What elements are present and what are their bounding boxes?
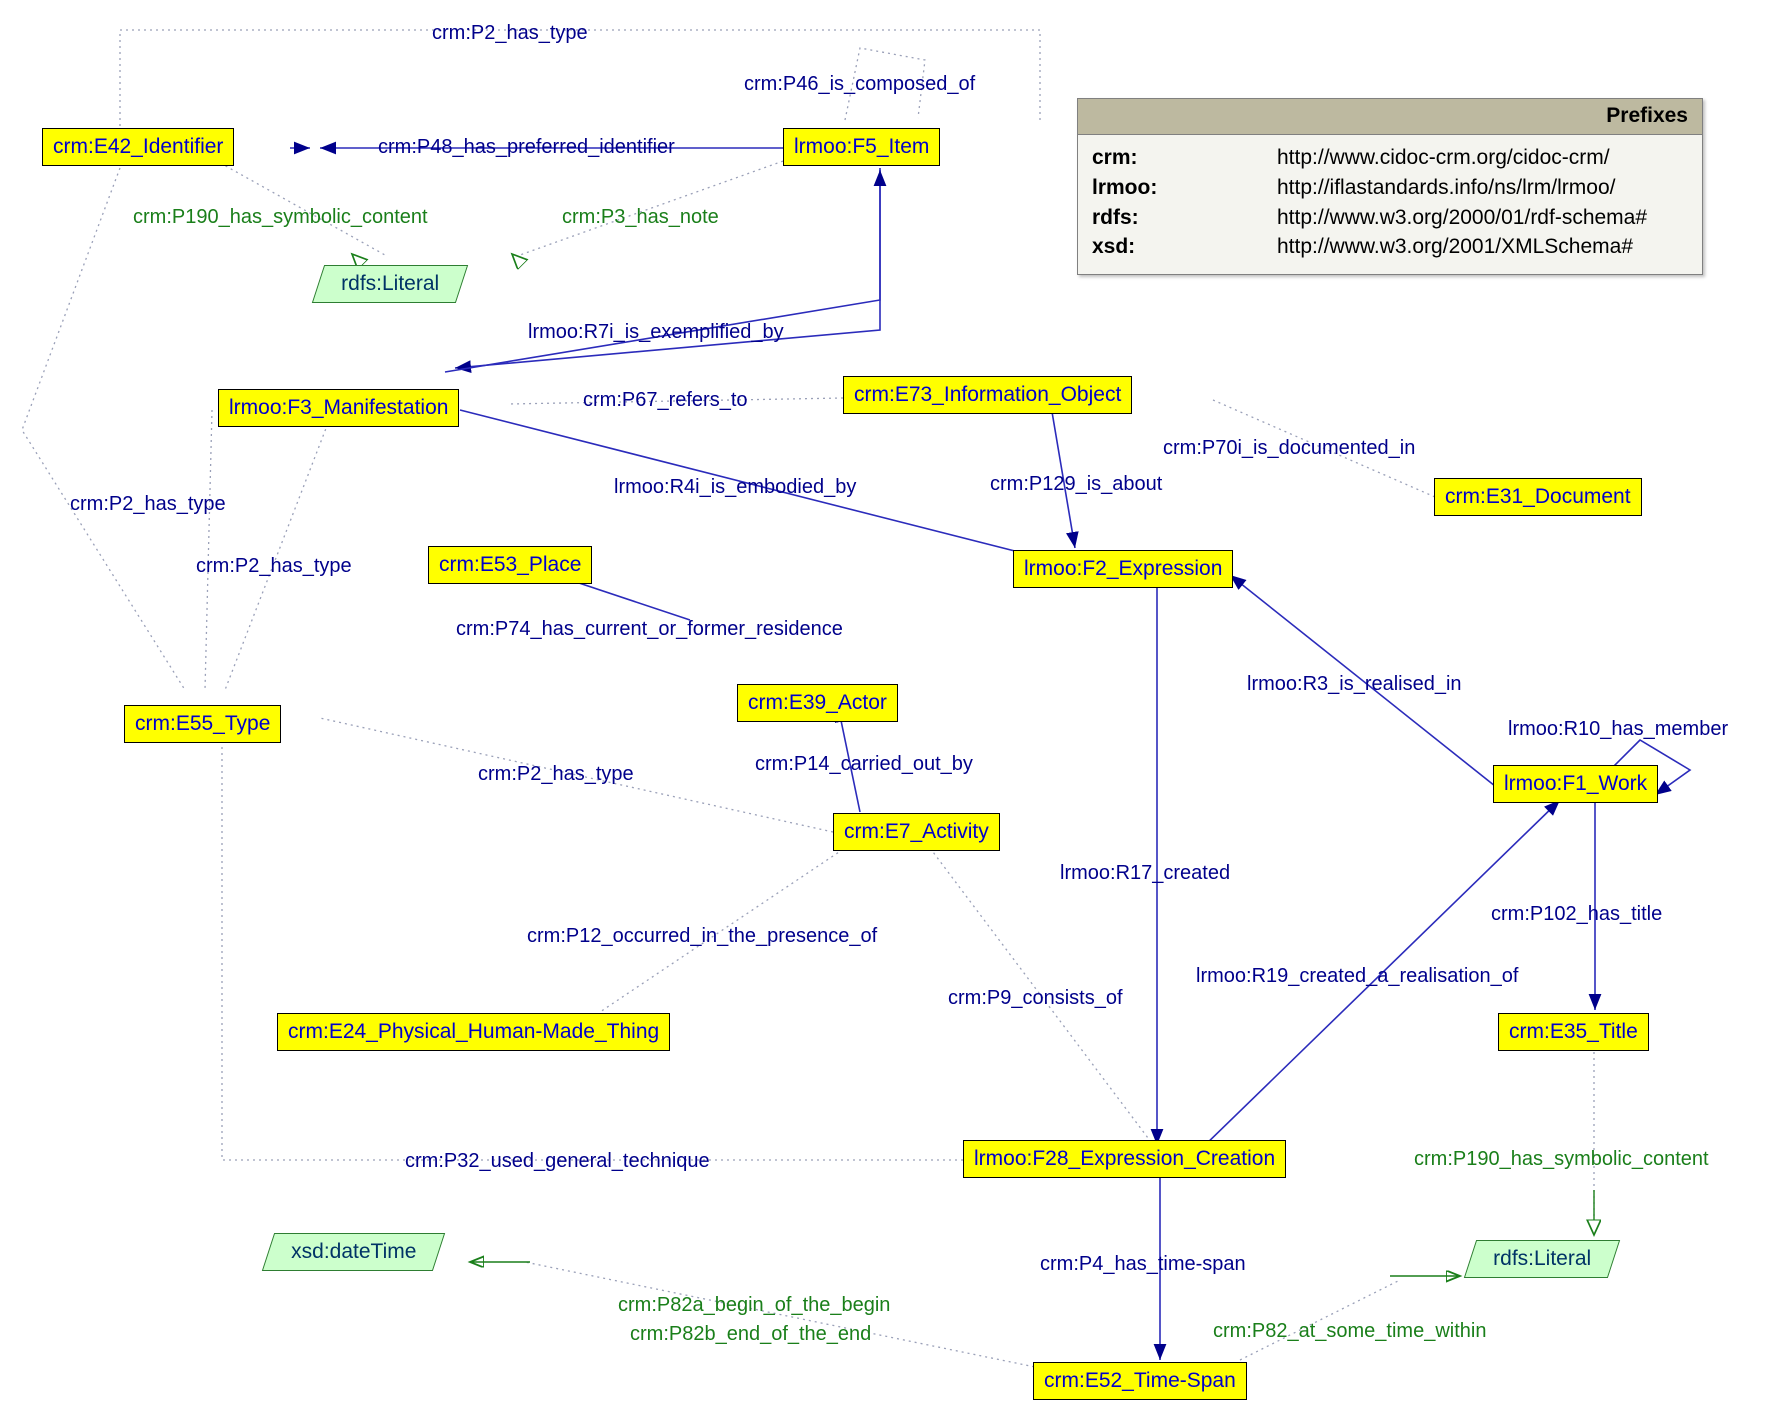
edge-label-p2-has-type-b: crm:P2_has_type (70, 493, 226, 515)
edge-label-p70i-is-documented-in: crm:P70i_is_documented_in (1163, 437, 1416, 459)
edge-label-p2-has-type-top: crm:P2_has_type (432, 22, 588, 44)
node-lrmoo-f1-work[interactable]: lrmoo:F1_Work (1493, 765, 1658, 803)
prefixes-rows (1078, 135, 1702, 274)
edge-label-p82-at-some-time-within: crm:P82_at_some_time_within (1213, 1320, 1487, 1342)
edge-label-p129-is-about: crm:P129_is_about (990, 473, 1163, 495)
prefix-row (1092, 203, 1692, 233)
edge-label-p190-has-symbolic-content-a: crm:P190_has_symbolic_content (133, 206, 428, 228)
prefixes-panel (1077, 98, 1703, 275)
node-crm-e31-document[interactable]: crm:E31_Document (1434, 478, 1642, 516)
prefixes-title: Prefixes (1078, 99, 1702, 135)
node-rdfs-literal-1[interactable] (312, 265, 468, 303)
edge-label-p102-has-title: crm:P102_has_title (1491, 903, 1663, 925)
prefix-key: xsd: (1092, 235, 1136, 259)
edge-label-r3-is-realised-in: lrmoo:R3_is_realised_in (1247, 673, 1462, 695)
edge-label-p82b-end-of-the-end: crm:P82b_end_of_the_end (630, 1323, 872, 1345)
node-xsd-datetime-label: xsd:dateTime (291, 1240, 417, 1263)
node-crm-e42-identifier[interactable]: crm:E42_Identifier (42, 128, 234, 166)
node-lrmoo-f5-item[interactable]: lrmoo:F5_Item (783, 128, 940, 166)
edge-label-p2-has-type-d: crm:P2_has_type (478, 763, 634, 785)
node-rdfs-literal-1-label: rdfs:Literal (341, 272, 440, 295)
node-crm-e55-type[interactable]: crm:E55_Type (124, 705, 281, 743)
node-crm-e53-place[interactable]: crm:E53_Place (428, 546, 592, 584)
prefix-row (1092, 173, 1692, 203)
edge-label-p82a-begin-of-the-begin: crm:P82a_begin_of_the_begin (618, 1294, 891, 1316)
edge-label-p74-has-current-or-former-residence: crm:P74_has_current_or_former_residence (456, 618, 843, 640)
prefix-key: crm: (1092, 146, 1138, 169)
edge-label-p190-has-symbolic-content-b: crm:P190_has_symbolic_content (1414, 1148, 1709, 1170)
edge-label-p32-used-general-technique: crm:P32_used_general_technique (405, 1150, 710, 1172)
node-crm-e52-time-span[interactable]: crm:E52_Time-Span (1033, 1362, 1247, 1400)
prefix-value: http://iflastandards.info/ns/lrm/lrmoo/ (1277, 175, 1616, 199)
node-rdfs-literal-2-label: rdfs:Literal (1493, 1247, 1592, 1270)
edge-label-p3-has-note: crm:P3_has_note (562, 206, 719, 228)
prefix-key: rdfs: (1092, 205, 1139, 229)
node-crm-e73-information-object[interactable]: crm:E73_Information_Object (843, 376, 1132, 414)
prefix-value: http://www.w3.org/2000/01/rdf-schema# (1277, 205, 1648, 229)
node-lrmoo-f2-expression[interactable]: lrmoo:F2_Expression (1013, 550, 1233, 588)
edge-label-r10-has-member: lrmoo:R10_has_member (1508, 718, 1729, 740)
edge-label-p14-carried-out-by: crm:P14_carried_out_by (755, 753, 973, 775)
prefix-row (1092, 143, 1692, 173)
node-xsd-datetime[interactable] (262, 1233, 446, 1271)
prefix-value: http://www.cidoc-crm.org/cidoc-crm/ (1277, 146, 1610, 169)
prefix-key: lrmoo: (1092, 175, 1158, 199)
node-crm-e35-title[interactable]: crm:E35_Title (1498, 1013, 1649, 1051)
edge-label-p67-refers-to: crm:P67_refers_to (583, 389, 748, 411)
edge-label-p9-consists-of: crm:P9_consists_of (948, 987, 1123, 1009)
edge-label-r17-created: lrmoo:R17_created (1060, 862, 1231, 884)
node-lrmoo-f3-manifestation[interactable]: lrmoo:F3_Manifestation (218, 389, 459, 427)
edge-label-p2-has-type-c: crm:P2_has_type (196, 555, 352, 577)
prefix-value: http://www.w3.org/2001/XMLSchema# (1277, 235, 1634, 259)
node-crm-e39-actor[interactable]: crm:E39_Actor (737, 684, 898, 722)
edge-label-r4i-is-embodied-by: lrmoo:R4i_is_embodied_by (614, 476, 857, 498)
edge-label-p48-has-preferred-identifier: crm:P48_has_preferred_identifier (378, 136, 675, 158)
edge-label-p12-occurred-in-the-presence-of: crm:P12_occurred_in_the_presence_of (527, 925, 878, 947)
edge-label-p4-has-time-span: crm:P4_has_time-span (1040, 1253, 1246, 1275)
node-crm-e7-activity[interactable]: crm:E7_Activity (833, 813, 1000, 851)
node-rdfs-literal-2[interactable] (1464, 1240, 1620, 1278)
edge-label-p46-is-composed-of: crm:P46_is_composed_of (744, 73, 976, 95)
node-lrmoo-f28-expression-creation[interactable]: lrmoo:F28_Expression_Creation (963, 1140, 1286, 1178)
prefix-row (1092, 232, 1692, 262)
edge-label-r7i-is-exemplified-by: lrmoo:R7i_is_exemplified_by (528, 321, 784, 343)
edge-label-r19-created-a-realisation-of: lrmoo:R19_created_a_realisation_of (1196, 965, 1519, 987)
node-crm-e24-physical-human-made-thing[interactable]: crm:E24_Physical_Human-Made_Thing (277, 1013, 670, 1051)
